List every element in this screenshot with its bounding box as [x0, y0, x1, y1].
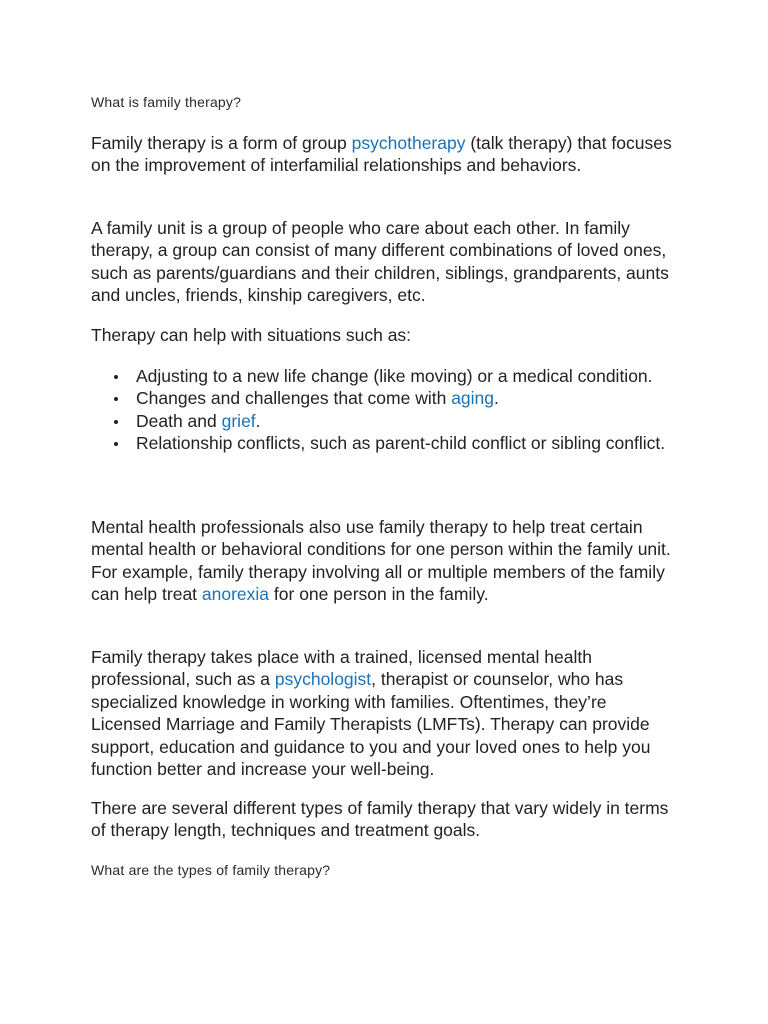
list-item	[91, 432, 681, 454]
paragraph-text: Family therapy is a form of group	[91, 133, 352, 153]
link-psychologist[interactable]: psychologist	[274, 669, 372, 690]
paragraph-family-unit: A family unit is a group of people who care about each other. In family therapy, a group can consist of many different combinations of loved ones, such as parents/guardians and their children, siblings, grandparents, aunts and uncles, friends, kinship caregivers, etc.	[91, 218, 669, 306]
paragraph-mental-health-professionals	[91, 516, 681, 606]
heading-what-is-family-therapy: What is family therapy?	[91, 94, 242, 110]
link-aging[interactable]: aging	[451, 388, 495, 409]
bullet-icon	[114, 375, 118, 379]
heading-types-of-family-therapy: What are the types of family therapy?	[91, 862, 331, 878]
situations-list	[91, 365, 681, 455]
list-item-text: Adjusting to a new life change (like moving) or a medical condition.	[136, 366, 653, 386]
list-item-text: Changes and challenges that come with	[136, 388, 452, 409]
list-item-text: Relationship conflicts, such as parent-child conflict or sibling conflict.	[136, 433, 666, 454]
bullet-icon	[114, 420, 118, 424]
list-item-text: .	[494, 388, 499, 409]
paragraph-text: , therapist or counselor, who has specialized knowledge in working with families. Oftentimes, they’re Licensed Marriage and Family Therapists (LMFTs). Therapy can provide support, education and guidance to you and your loved ones to help you function better and increase your well-being.	[91, 669, 651, 780]
bullet-icon	[114, 397, 118, 401]
list-item-text: .	[255, 410, 261, 431]
list-item-text: Death and	[136, 410, 222, 431]
paragraph-text: Family therapy takes place with a trained, licensed mental health professional, such as a	[91, 647, 592, 690]
paragraph-types-intro: There are several different types of family therapy that vary widely in terms of therapy length, techniques and treatment goals.	[91, 798, 669, 841]
link-psychotherapy[interactable]: psychotherapy	[351, 133, 466, 153]
paragraph-licensed-professional	[91, 646, 681, 780]
bullet-icon	[114, 442, 118, 446]
paragraph-definition	[91, 132, 681, 177]
paragraph-text: (talk therapy) that focuses on the improvement of interfamilial relationships and behaviors.	[91, 133, 672, 176]
link-anorexia[interactable]: anorexia	[201, 584, 270, 605]
link-grief[interactable]: grief	[221, 410, 256, 431]
list-item	[91, 365, 681, 387]
paragraph-text: Mental health professionals also use family therapy to help treat certain mental health or behavioral conditions for one person within the family unit. For example, family therapy involving all or multiple members of the family can help treat	[91, 517, 671, 605]
paragraph-text: for one person in the family.	[269, 584, 489, 605]
list-item	[91, 410, 681, 432]
list-item	[91, 387, 681, 409]
paragraph-situations-intro: Therapy can help with situations such as:	[91, 325, 412, 345]
